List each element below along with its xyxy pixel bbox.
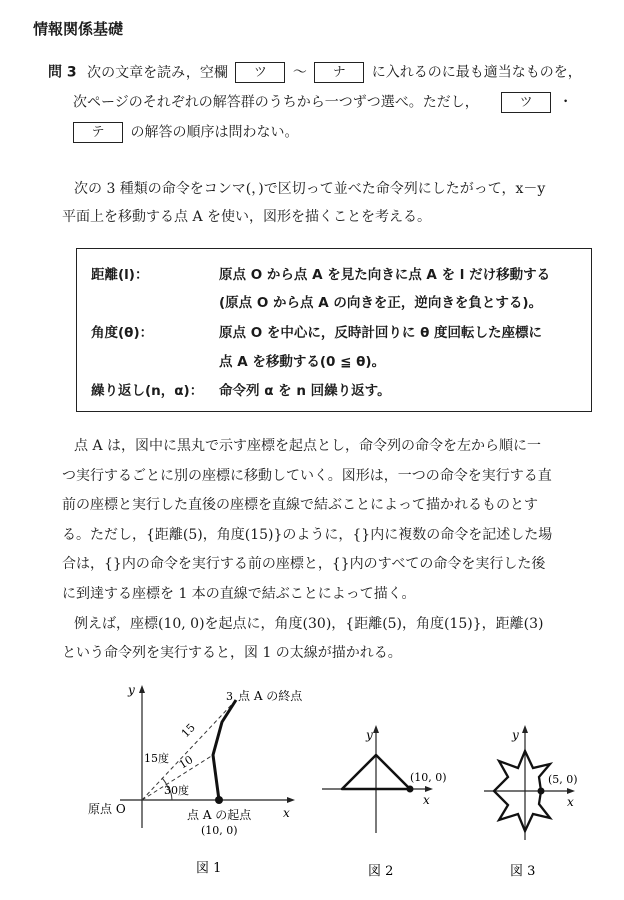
fig2-y-label: y [366, 728, 373, 742]
question-number: 問 3 [48, 64, 77, 81]
fig1-start-label: 点 A の起点 [187, 808, 252, 822]
paragraph-1-line: 点 A は，図中に黒丸で示す座標を起点とし，命令列の命令を左から順に一 [74, 438, 542, 454]
fig1-angle-15: 15度 [144, 752, 169, 765]
paragraph-1-line: に到達する座標を 1 本の直線で結ぶことによって描く。 [62, 585, 416, 602]
question-text-3: の解答の順序は問わない。 [130, 124, 299, 141]
blank-box-tsu-2: ツ [501, 92, 551, 113]
fig1-origin-label: 原点 O [88, 802, 126, 816]
paragraph-2-line: 例えば，座標(10, 0)を起点に，角度(30)，{距離(5)，角度(15)}，距離(3) [74, 616, 544, 632]
paragraph-1-line: 前の座標と実行した直後の座標を直線で結ぶことによって描かれるものとす [62, 497, 538, 513]
command-desc-angle-1: 原点 O を中心に，反時計回りに θ 度回転した座標に [219, 325, 543, 341]
paragraph-2-line: という命令列を実行すると，図 1 の太線が描かれる。 [62, 645, 402, 661]
question-block [48, 60, 608, 150]
command-key-repeat: 繰り返し(n，α)： [91, 383, 204, 399]
fig3-y-label: y [512, 728, 519, 742]
question-text-1a: 次の文章を読み，空欄 [87, 64, 228, 81]
tilde: 〜 [292, 64, 307, 81]
fig2-x-label: x [423, 793, 430, 807]
paragraph-1-line: 合は，{}内の命令を実行する前の座標と，{}内のすべての命令を実行した後 [62, 556, 546, 572]
command-desc-distance-1: 原点 O から点 A を見た向きに点 A を l だけ移動する [219, 267, 551, 283]
fig1-start-coord: (10, 0) [201, 824, 238, 837]
blank-box-tsu: ツ [235, 62, 285, 83]
fig1-y-label: y [128, 683, 135, 697]
command-desc-repeat: 命令列 α を n 回繰り返す。 [219, 383, 391, 399]
section-title: 情報関係基礎 [33, 20, 124, 38]
fig1-end-number: 3 [226, 690, 233, 703]
fig1-x-label: x [283, 806, 290, 820]
intro-line-2: 平面上を移動する点 A を使い，図形を描くことを考える。 [62, 209, 432, 225]
fig2-coord: (10, 0) [410, 771, 447, 784]
fig1-end-label: 点 A の終点 [238, 689, 303, 703]
paragraph-1-line: る。ただし，{距離(5)，角度(15)}のように，{}内に複数の命令を記述した場 [62, 526, 553, 543]
fig2-caption: 図 2 [368, 864, 394, 879]
fig1-caption: 図 1 [196, 861, 222, 876]
command-desc-distance-2: (原点 O から点 A の向きを正，逆向きを負とする)。 [219, 295, 543, 311]
paragraph-1-line: つ実行するごとに別の座標に移動していく。図形は，一つの命令を実行する直 [62, 467, 552, 484]
figure-2 [310, 715, 450, 900]
paragraph-1 [62, 432, 552, 609]
fig1-label-10: 10 [176, 753, 196, 772]
figure-3 [470, 715, 620, 900]
blank-box-te: テ [73, 122, 123, 143]
paragraph-2 [62, 610, 544, 668]
fig3-caption: 図 3 [510, 864, 536, 879]
command-key-distance: 距離(l)： [91, 267, 149, 283]
fig1-label-15: 15 [178, 720, 198, 741]
question-text-2: 次ページのそれぞれの解答群のうちから一つずつ選べ。ただし， [73, 94, 479, 111]
fig3-x-label: x [567, 795, 574, 809]
command-definitions-box [76, 248, 592, 412]
intro-line-1: 次の 3 種類の命令をコンマ(，)で区切って並べた命令列にしたがって，x－y [74, 181, 546, 197]
middle-dot: ・ [558, 94, 573, 111]
command-desc-angle-2: 点 A を移動する(0 ≦ θ)。 [219, 354, 386, 370]
question-text-1b: に入れるのに最も適当なものを， [371, 64, 582, 81]
fig1-angle-30: 30度 [164, 784, 189, 797]
command-key-angle: 角度(θ)： [91, 325, 154, 341]
fig3-coord: (5, 0) [548, 773, 578, 786]
blank-box-na: ナ [314, 62, 364, 83]
